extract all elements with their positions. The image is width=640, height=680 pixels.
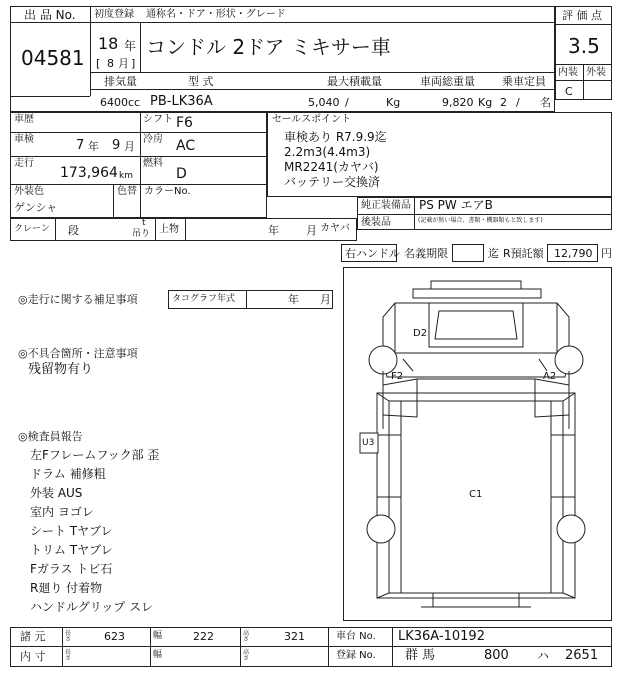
damage-mark-f2: F2 xyxy=(391,371,404,382)
inspector-report-title: ◎検査員報告 xyxy=(18,430,83,443)
upper-body-label: 上物 xyxy=(159,224,179,235)
model-label: 型 式 xyxy=(188,75,214,88)
oem-equipment-value: PS PW エアB xyxy=(419,198,493,212)
color-number-label: カラーNo. xyxy=(144,186,191,197)
interior-score-label: 内装 xyxy=(558,67,578,78)
registration-region: 群 馬 xyxy=(405,648,436,663)
name-grade-label: 通称名・ドア・形状・グレード xyxy=(146,9,286,20)
registration-number: 2651 xyxy=(565,648,599,663)
color-change-label: 色替 xyxy=(117,186,137,197)
length-value: 623 xyxy=(104,630,125,643)
exterior-score-label: 外装 xyxy=(586,67,606,78)
inspection-month: 9 xyxy=(112,138,121,153)
inspector-line: 室内 ヨゴレ xyxy=(30,505,94,519)
gross-weight-unit: Kg xyxy=(478,96,493,109)
displacement-label: 排気量 xyxy=(104,75,137,88)
chassis-label: 車台 No. xyxy=(336,631,376,642)
inspector-line: R廻り 付着物 xyxy=(30,581,103,595)
inspector-line: ドラム 補修粗 xyxy=(30,467,106,481)
inspector-line: ハンドルグリップ スレ xyxy=(30,600,154,614)
height-label: 高さ xyxy=(243,630,250,643)
score-label: 評 価 点 xyxy=(562,9,602,22)
first-registration-label: 初度登録 xyxy=(94,9,134,20)
lot-label: 出 品 No. xyxy=(24,8,76,22)
mileage-value: 173,964 xyxy=(60,165,118,181)
damage-mark-c1: C1 xyxy=(469,489,483,500)
reg-year: 18 xyxy=(98,34,119,53)
sales-points-label: セールスポイント xyxy=(272,114,352,125)
shift-value: F6 xyxy=(176,115,193,131)
sales-point-line: 2.2m3(4.4m3) xyxy=(284,145,371,159)
inspector-line: Fガラス トビ石 xyxy=(30,562,113,576)
damage-mark-d2: D2 xyxy=(413,328,428,339)
exterior-color-label: 外装色 xyxy=(14,186,44,197)
inspection-year: 7 xyxy=(76,138,85,153)
lot-number: 04581 xyxy=(21,46,85,70)
chassis-value: LK36A-10192 xyxy=(398,629,485,644)
aftermarket-note: (記載が無い場合、書類・機器類もと致します) xyxy=(418,217,543,224)
displacement-unit: cc xyxy=(128,96,141,109)
fuel-label: 燃料 xyxy=(143,158,163,169)
max-load-value: 5,040 xyxy=(308,96,340,109)
damage-mark-u3: U3 xyxy=(362,438,375,448)
shift-label: シフト xyxy=(143,114,173,125)
damage-mark-a2: A2 xyxy=(543,371,557,382)
gross-weight-label: 車両総重量 xyxy=(420,75,475,88)
exterior-color-value: ゲンシャ xyxy=(14,201,58,214)
registration-label: 登録 No. xyxy=(336,650,376,661)
mileage-label: 走行 xyxy=(14,158,34,169)
defect-notes-title: ◎不具合箇所・注意事項 xyxy=(18,347,138,360)
transfer-deadline-box xyxy=(452,244,484,262)
aircon-value: AC xyxy=(176,138,196,154)
height-value: 321 xyxy=(284,630,305,643)
crane-hang: 吊り xyxy=(132,229,151,239)
interior-score: C xyxy=(565,85,573,98)
handle-side: 右ハンドル xyxy=(345,247,400,260)
inspector-line: トリム Tヤブレ xyxy=(30,543,113,557)
upper-body-maker: カヤバ xyxy=(320,223,350,234)
fuel-value: D xyxy=(176,166,187,182)
crane-label: クレーン xyxy=(14,224,50,234)
transfer-deadline-label: 名義期限 xyxy=(404,247,448,260)
capacity-value: 2 xyxy=(500,96,507,109)
reg-month: 8 xyxy=(107,57,114,70)
inspector-line: シート Tヤブレ xyxy=(30,524,113,538)
history-label: 車歴 xyxy=(14,114,34,125)
truck-diagram xyxy=(343,267,612,621)
reg-year-unit: 年 xyxy=(124,39,137,53)
inner-dims-label: 内 寸 xyxy=(20,650,46,663)
width-label: 幅 xyxy=(153,631,163,641)
sales-point-line: バッテリー交換済 xyxy=(284,175,381,189)
inspector-line: 外装 AUS xyxy=(30,486,83,500)
model-value: PB-LK36A xyxy=(150,94,213,109)
width-value: 222 xyxy=(193,630,214,643)
capacity-unit: 名 xyxy=(540,96,551,109)
displacement-value: 6400 xyxy=(100,96,128,109)
length-label: 長さ xyxy=(65,630,72,643)
reg-month-unit: 月 xyxy=(118,57,129,70)
driving-notes-title: ◎走行に関する補足事項 xyxy=(18,293,138,306)
crane-stage: 段 xyxy=(68,224,79,237)
registration-kana: ハ xyxy=(537,649,550,663)
crane-row xyxy=(10,218,357,241)
defect-notes-text: 残留物有り xyxy=(28,362,94,377)
capacity-label: 乗車定員 xyxy=(502,75,546,88)
sales-point-line: 車検あり R7.9.9迄 xyxy=(284,130,387,144)
registration-class: 800 xyxy=(484,648,509,663)
aircon-label: 冷房 xyxy=(143,134,163,145)
aftermarket-label: 後装品 xyxy=(361,217,391,228)
dims-label: 諸 元 xyxy=(20,630,46,643)
sales-point-line: MR2241(カヤバ) xyxy=(284,160,379,174)
recycle-value: 12,790 xyxy=(554,247,593,260)
footer-table xyxy=(10,627,612,667)
max-load-unit: Kg xyxy=(386,96,401,109)
recycle-label: R預託額 xyxy=(503,247,544,260)
inspection-label: 車検 xyxy=(14,134,34,145)
tachograph-label: タコグラフ年式 xyxy=(172,294,236,304)
inspector-line: 左Fフレームフック部 歪 xyxy=(30,448,160,462)
score-value: 3.5 xyxy=(568,34,600,58)
gross-weight-value: 9,820 xyxy=(442,96,474,109)
max-load-label: 最大積載量 xyxy=(327,75,382,88)
oem-equipment-label: 純正装備品 xyxy=(361,200,411,211)
recycle-unit: 円 xyxy=(601,247,612,260)
mileage-unit: km xyxy=(119,171,133,181)
car-name: コンドル 2ドア ミキサー車 xyxy=(146,35,391,59)
